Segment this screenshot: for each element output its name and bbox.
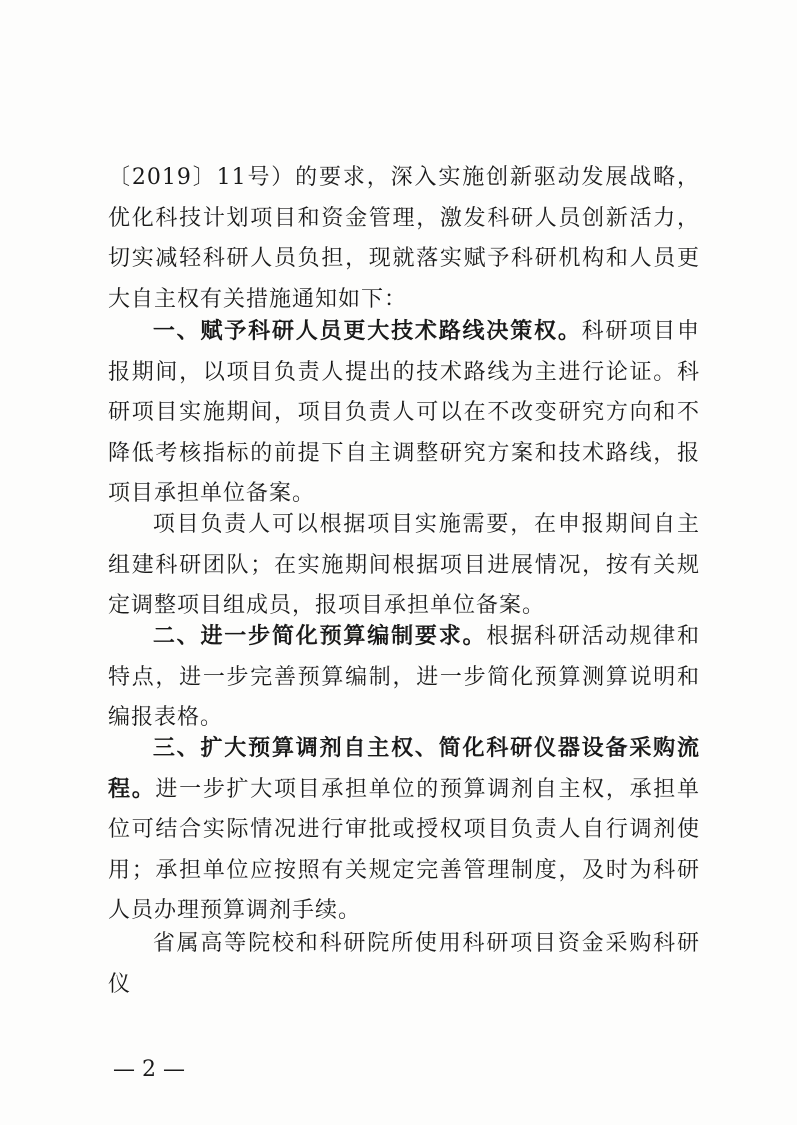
- section-2-heading: 二、进一步简化预算编制要求。: [152, 624, 487, 649]
- section-2-body: 根据科研活动规律和特点，进一步完善预算编制，进一步简化预算测算说明和编报表格。: [108, 624, 700, 731]
- section-3-heading: 三、扩大预算调剂自主权、简化科研仪器设备采购流程。: [108, 736, 700, 802]
- paragraph-intro: [108, 158, 700, 320]
- paragraph-team-text: 项目负责人可以根据项目实施需要，在申报期间自主组建科研团队；在实施期间根据项目进展情况，按有关规定调整项目组成员，报项目承担单位备案。: [108, 512, 700, 619]
- paragraph-procurement-text: 省属高等院校和科研院所使用科研项目资金采购科研仪: [108, 931, 700, 997]
- paragraph-section-1: [108, 312, 700, 515]
- paragraph-procurement: [108, 924, 700, 1005]
- paragraph-section-3: [108, 729, 700, 932]
- page-number: — 2 —: [113, 1057, 185, 1082]
- section-3-body: 进一步扩大项目承担单位的预算调剂自主权，承担单位可结合实际情况进行审批或授权项目负责人自行调剂使用；承担单位应按照有关规定完善管理制度，及时为科研人员办理预算调剂手续。: [108, 776, 700, 924]
- section-1-heading: 一、赋予科研人员更大技术路线决策权。: [152, 319, 582, 344]
- paragraph-section-2: [108, 617, 700, 739]
- paragraph-team: [108, 505, 700, 627]
- section-1-body: 科研项目申报期间，以项目负责人提出的技术路线为主进行论证。科研项目实施期间，项目负责人可以在不改变研究方向和不降低考核指标的前提下自主调整研究方案和技术路线，报项目承担单位备案。: [108, 319, 700, 507]
- paragraph-intro-text: 〔2019〕11号）的要求，深入实施创新驱动发展战略，优化科技计划项目和资金管理，激发科研人员创新活力，切实减轻科研人员负担，现就落实赋予科研机构和人员更大自主权有关措施通知如下：: [108, 165, 700, 312]
